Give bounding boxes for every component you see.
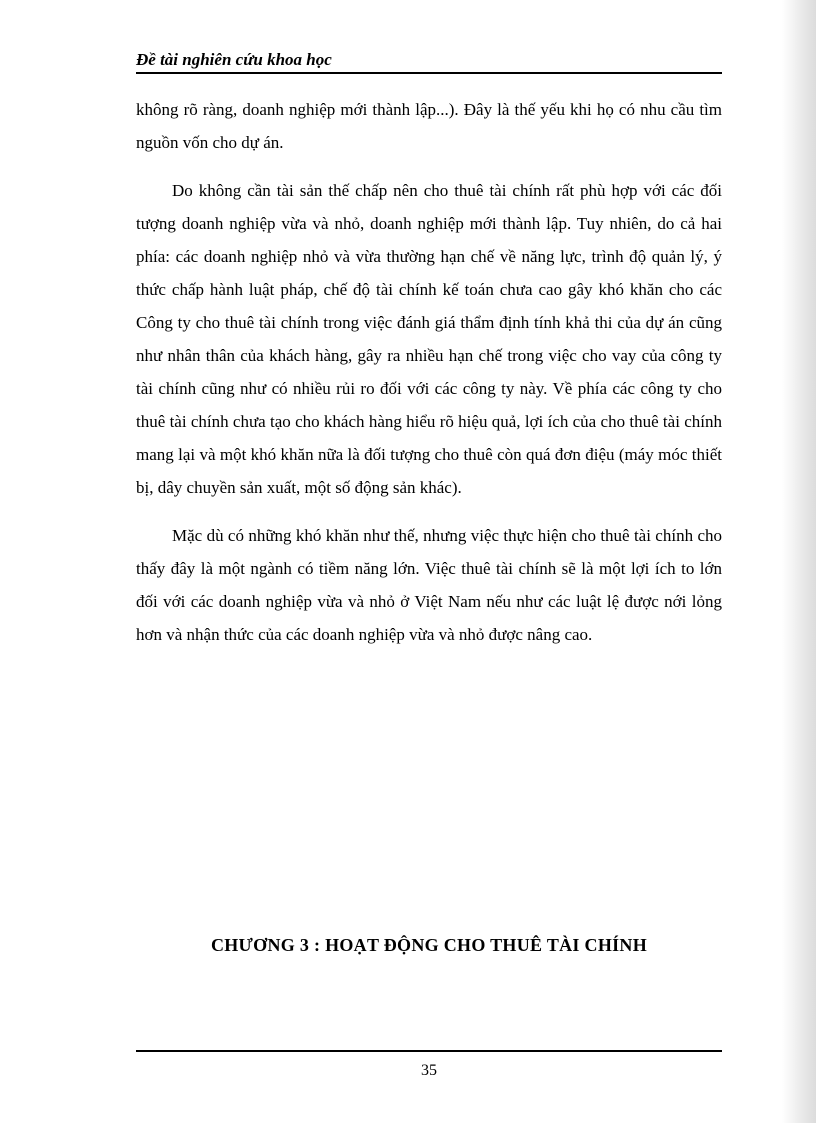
page-header: [136, 50, 722, 74]
header-title: Đề tài nghiên cứu khoa học: [136, 50, 332, 69]
paragraph-challenges: Do không cần tài sản thế chấp nên cho thuê tài chính rất phù hợp với các đối tượng doanh nghiệp vừa và nhỏ, doanh nghiệp mới thành lập. Tuy nhiên, do cả hai phía: các doanh nghiệp nhỏ và vừa thường hạn chế về năng lực, trình độ quản lý, ý thức chấp hành luật pháp, chế độ tài chính kế toán chưa cao gây khó khăn cho các Công ty cho thuê tài chính trong việc đánh giá thẩm định tính khả thi của dự án cũng như nhân thân của khách hàng, gây ra nhiều hạn chế trong việc cho vay của công ty tài chính cũng như có nhiều rủi ro đối với các công ty này. Về phía các công ty cho thuê tài chính chưa tạo cho khách hàng hiểu rõ hiệu quả, lợi ích của cho thuê tài chính mang lại và một khó khăn nữa là đối tượng cho thuê còn quá đơn điệu (máy móc thiết bị, dây chuyền sản xuất, một số động sản khác).: [136, 181, 722, 497]
page-edge-shadow: [782, 0, 816, 1123]
footer-divider: [136, 1050, 722, 1052]
page-number: 35: [421, 1062, 437, 1079]
chapter-heading: CHƯƠNG 3 : HOẠT ĐỘNG CHO THUÊ TÀI CHÍNH: [210, 935, 648, 955]
paragraph-potential: Mặc dù có những khó khăn như thế, nhưng việc thực hiện cho thuê tài chính cho thấy đây là một ngành có tiềm năng lớn. Việc thuê tài chính sẽ là một lợi ích to lớn đối với các doanh nghiệp vừa và nhỏ ở Việt Nam nếu như các luật lệ được nới lỏng hơn và nhận thức của các doanh nghiệp vừa và nhỏ được nâng cao.: [136, 526, 722, 644]
document-body: [136, 93, 722, 666]
paragraph-continuation: không rõ ràng, doanh nghiệp mới thành lập...). Đây là thế yếu khi họ có nhu cầu tìm nguồn vốn cho dự án.: [136, 100, 722, 152]
